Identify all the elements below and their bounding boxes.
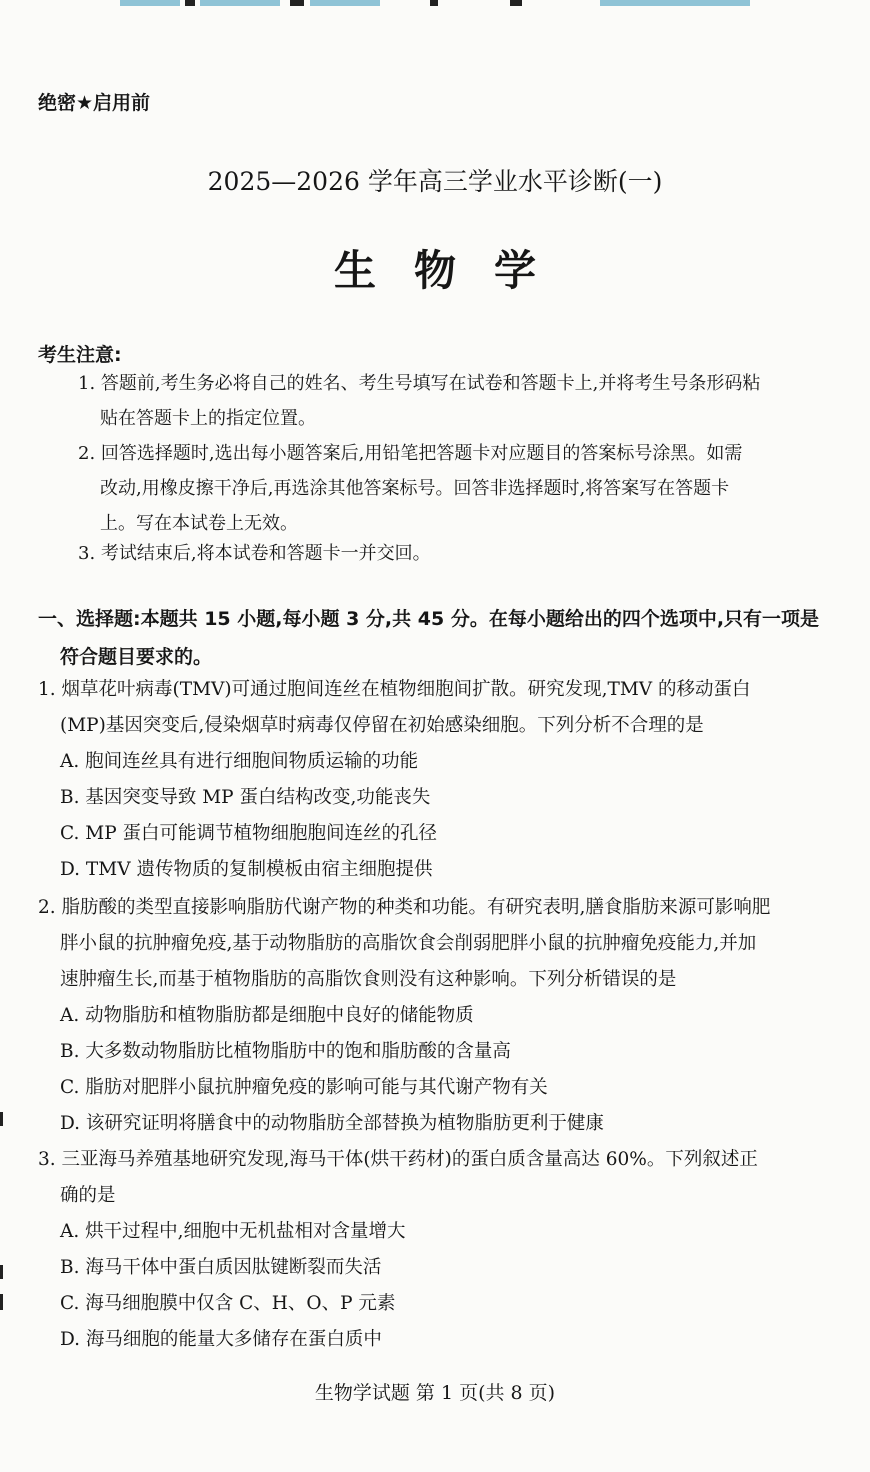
scan-edge-mark — [0, 1265, 3, 1279]
option-b: B. 基因突变导致 MP 蛋白结构改变,功能丧失 — [60, 787, 431, 808]
question-3 — [38, 1142, 838, 1358]
notice-line: 1. 答题前,考生务必将自己的姓名、考生号填写在试卷和答题卡上,并将考生号条形码粘 — [78, 373, 761, 394]
notice-line: 改动,用橡皮擦干净后,再选涂其他答案标号。回答非选择题时,将答案写在答题卡 — [100, 478, 730, 499]
notice-item-1 — [78, 366, 838, 436]
section-line: 符合题目要求的。 — [60, 646, 213, 668]
option-b: B. 海马干体中蛋白质因肽键断裂而失活 — [60, 1257, 382, 1278]
option-c: C. MP 蛋白可能调节植物细胞胞间连丝的孔径 — [60, 823, 438, 844]
notice-heading: 考生注意: — [38, 344, 122, 366]
option-a: A. 动物脂肪和植物脂肪都是细胞中良好的储能物质 — [60, 1005, 474, 1026]
option-d: D. 海马细胞的能量大多储存在蛋白质中 — [60, 1329, 382, 1350]
notice-line: 2. 回答选择题时,选出每小题答案后,用铅笔把答题卡对应题目的答案标号涂黑。如需 — [78, 443, 743, 464]
question-stem: 1. 烟草花叶病毒(TMV)可通过胞间连丝在植物细胞间扩散。研究发现,TMV 的移动蛋白 — [38, 679, 751, 700]
page-footer: 生物学试题 第 1 页(共 8 页) — [314, 1382, 556, 1404]
option-a: A. 烘干过程中,细胞中无机盐相对含量增大 — [60, 1221, 406, 1242]
top-scan-strip — [0, 0, 870, 8]
notice-line: 3. 考试结束后,将本试卷和答题卡一并交回。 — [78, 543, 431, 564]
option-d: D. TMV 遗传物质的复制模板由宿主细胞提供 — [60, 859, 433, 880]
option-d: D. 该研究证明将膳食中的动物脂肪全部替换为植物脂肪更利于健康 — [60, 1113, 604, 1134]
notice-line: 上。写在本试卷上无效。 — [100, 513, 298, 534]
question-stem: 速肿瘤生长,而基于植物脂肪的高脂饮食则没有这种影响。下列分析错误的是 — [60, 969, 677, 990]
confidential-label: 绝密★启用前 — [38, 92, 151, 114]
option-b: B. 大多数动物脂肪比植物脂肪中的饱和脂肪酸的含量高 — [60, 1041, 511, 1062]
scan-edge-mark — [0, 1294, 3, 1310]
notice-line: 贴在答题卡上的指定位置。 — [100, 408, 316, 429]
question-stem: 胖小鼠的抗肿瘤免疫,基于动物脂肪的高脂饮食会削弱肥胖小鼠的抗肿瘤免疫能力,并加 — [60, 933, 757, 954]
question-stem: 确的是 — [60, 1185, 116, 1206]
question-stem: (MP)基因突变后,侵染烟草时病毒仅停留在初始感染细胞。下列分析不合理的是 — [60, 715, 704, 736]
subject-title: 生物学 — [333, 246, 574, 295]
exam-title: 2025—2026 学年高三学业水平诊断(一) — [207, 167, 663, 196]
section-heading — [38, 600, 838, 676]
question-1 — [38, 672, 838, 888]
question-stem: 2. 脂肪酸的类型直接影响脂肪代谢产物的种类和功能。有研究表明,膳食脂肪来源可影响肥 — [38, 897, 771, 918]
question-2 — [38, 890, 838, 1142]
option-a: A. 胞间连丝具有进行细胞间物质运输的功能 — [60, 751, 419, 772]
notice-item-2 — [78, 436, 838, 541]
scan-edge-mark — [0, 1112, 3, 1126]
option-c: C. 海马细胞膜中仅含 C、H、O、P 元素 — [60, 1293, 396, 1314]
question-stem: 3. 三亚海马养殖基地研究发现,海马干体(烘干药材)的蛋白质含量高达 60%。下列叙述正 — [38, 1149, 758, 1170]
section-line: 一、选择题:本题共 15 小题,每小题 3 分,共 45 分。在每小题给出的四个选项中,只有一项是 — [38, 608, 820, 630]
notice-item-3 — [78, 536, 838, 571]
option-c: C. 脂肪对肥胖小鼠抗肿瘤免疫的影响可能与其代谢产物有关 — [60, 1077, 548, 1098]
